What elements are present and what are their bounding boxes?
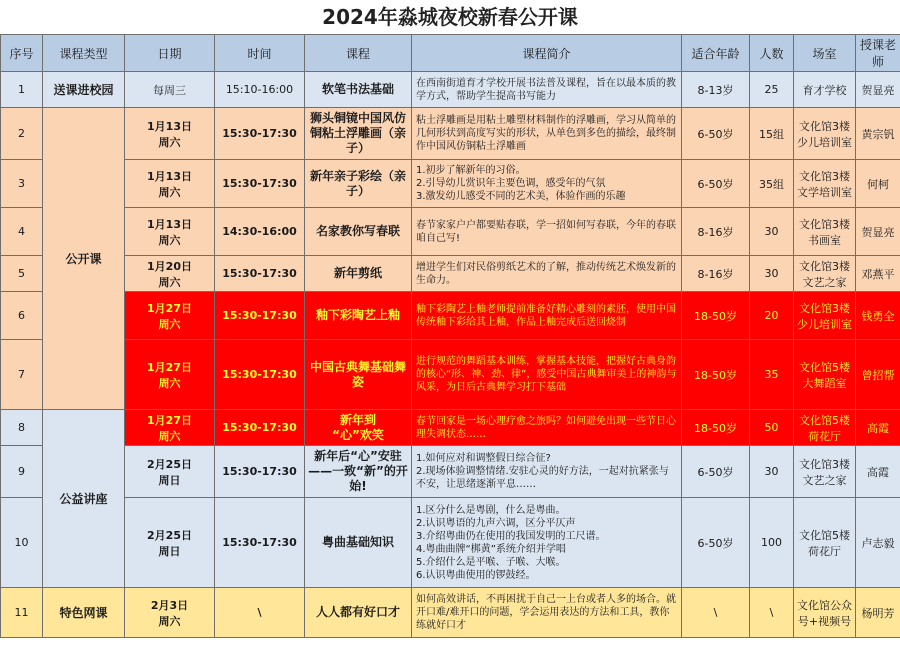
course-name: 粤曲基础知识	[305, 498, 412, 588]
course-intro: 釉下彩陶艺上釉老师提前准备好精心雕刻的素胚，使用中国传统釉下彩给其上釉，作品上釉完成后送回烧制	[412, 292, 682, 340]
teacher-cell: 卢志毅	[856, 498, 900, 588]
age-cell: 6-50岁	[682, 498, 750, 588]
teacher-cell: 贺显亮	[856, 208, 900, 256]
course-name: 名家教你写春联	[305, 208, 412, 256]
course-intro: 1.初步了解新年的习俗。 2.引导幼儿赏识年主要色调，感受年的气氛 3.激发幼儿感受不同的艺术美，体验作画的乐趣	[412, 160, 682, 208]
course-name: 中国古典舞基础舞姿	[305, 340, 412, 410]
count-cell: 25	[750, 72, 794, 108]
table-row	[1, 588, 900, 638]
age-cell: 8-13岁	[682, 72, 750, 108]
table-row	[1, 292, 900, 340]
room-cell: 文化馆5楼 荷花厅	[794, 498, 856, 588]
time-cell: 14:30-16:00	[215, 208, 305, 256]
time-cell: 15:30-17:30	[215, 498, 305, 588]
table-row	[1, 410, 900, 446]
date-cell: 1月27日 周六	[125, 410, 215, 446]
header-cell: 场室	[794, 35, 856, 72]
time-cell: 15:10-16:00	[215, 72, 305, 108]
table-row	[1, 72, 900, 108]
course-name: 狮头铜镜中国风仿铜粘土浮雕画（亲子）	[305, 108, 412, 160]
count-cell: 30	[750, 256, 794, 292]
course-name: 软笔书法基础	[305, 72, 412, 108]
age-cell: \	[682, 588, 750, 638]
time-cell: 15:30-17:30	[215, 292, 305, 340]
age-cell: 8-16岁	[682, 256, 750, 292]
count-cell: 30	[750, 208, 794, 256]
row-number: 4	[1, 208, 43, 256]
teacher-cell: 高霞	[856, 446, 900, 498]
row-number: 7	[1, 340, 43, 410]
course-type: 公益讲座	[43, 410, 125, 588]
room-cell: 文化馆3楼 书画室	[794, 208, 856, 256]
count-cell: 15组	[750, 108, 794, 160]
date-cell: 1月27日 周六	[125, 292, 215, 340]
age-cell: 6-50岁	[682, 108, 750, 160]
room-cell: 文化馆公众号+视频号	[794, 588, 856, 638]
course-intro: 粘土浮雕画是用粘土雕塑材料制作的浮雕画，学习从简单的几何形状到高度写实的形状，从单色到多色的描绘，最终制作中国风仿铜粘土浮雕画	[412, 108, 682, 160]
age-cell: 6-50岁	[682, 160, 750, 208]
table-row	[1, 256, 900, 292]
date-cell: 1月13日 周六	[125, 208, 215, 256]
course-intro: 在西南街道育才学校开展书法普及课程，旨在以最本质的教学方式，帮助学生提高书写能力	[412, 72, 682, 108]
date-cell: 1月13日 周六	[125, 160, 215, 208]
row-number: 3	[1, 160, 43, 208]
teacher-cell: 杨明芳	[856, 588, 900, 638]
table-row	[1, 208, 900, 256]
time-cell: 15:30-17:30	[215, 108, 305, 160]
count-cell: 35组	[750, 160, 794, 208]
room-cell: 文化馆3楼 少儿培训室	[794, 292, 856, 340]
course-type: 公开课	[43, 108, 125, 410]
course-intro: 进行规范的舞蹈基本训练，掌握基本技能，把握好古典身韵的核心“形、神、劲、律”，感受中国古典舞审美上的神韵与风采，为日后古典舞学习打下基础	[412, 340, 682, 410]
row-number: 2	[1, 108, 43, 160]
row-number: 1	[1, 72, 43, 108]
date-cell: 2月3日 周六	[125, 588, 215, 638]
count-cell: 50	[750, 410, 794, 446]
row-number: 8	[1, 410, 43, 446]
course-name: 新年亲子彩绘（亲子）	[305, 160, 412, 208]
time-cell: 15:30-17:30	[215, 160, 305, 208]
teacher-cell: 邓燕平	[856, 256, 900, 292]
teacher-cell: 钱勇全	[856, 292, 900, 340]
room-cell: 文化馆3楼 文学培训室	[794, 160, 856, 208]
date-cell: 2月25日 周日	[125, 498, 215, 588]
schedule-table	[0, 34, 900, 638]
course-name: 新年到 “心”欢笑	[305, 410, 412, 446]
table-row	[1, 108, 900, 160]
date-cell: 每周三	[125, 72, 215, 108]
time-cell: 15:30-17:30	[215, 446, 305, 498]
table-row	[1, 446, 900, 498]
room-cell: 文化馆3楼 文艺之家	[794, 256, 856, 292]
date-cell: 1月13日 周六	[125, 108, 215, 160]
age-cell: 18-50岁	[682, 410, 750, 446]
header-cell: 人数	[750, 35, 794, 72]
time-cell: 15:30-17:30	[215, 256, 305, 292]
course-intro: 春节家家户户都要贴春联，学一招如何写春联，今年的春联咱自己写!	[412, 208, 682, 256]
teacher-cell: 何柯	[856, 160, 900, 208]
date-cell: 1月27日 周六	[125, 340, 215, 410]
header-cell: 授课老师	[856, 35, 900, 72]
header-cell: 课程简介	[412, 35, 682, 72]
teacher-cell: 黄宗钒	[856, 108, 900, 160]
header-cell: 日期	[125, 35, 215, 72]
room-cell: 文化馆3楼 少儿培训室	[794, 108, 856, 160]
course-intro: 1.区分什么是粤剧，什么是粤曲。 2.认识粤语的九声六调，区分平仄声 3.介绍粤曲仍在使用的我国发明的工尺谱。 4.粤曲曲牌“梆黄”系统介绍并学唱 5.介绍什么是平喉、子喉、大喉。 6.认识粤曲使用的锣鼓经。	[412, 498, 682, 588]
row-number: 9	[1, 446, 43, 498]
course-name: 釉下彩陶艺上釉	[305, 292, 412, 340]
row-number: 6	[1, 292, 43, 340]
table-row	[1, 160, 900, 208]
header-cell: 课程类型	[43, 35, 125, 72]
row-number: 5	[1, 256, 43, 292]
teacher-cell: 贺显亮	[856, 72, 900, 108]
count-cell: \	[750, 588, 794, 638]
count-cell: 20	[750, 292, 794, 340]
count-cell: 30	[750, 446, 794, 498]
course-intro: 增进学生们对民俗剪纸艺术的了解，推动传统艺术焕发新的生命力。	[412, 256, 682, 292]
course-intro: 如何高效讲话，不再困扰于自己一上台或者人多的场合。就开口难/难开口的问题，学会运用表达的方法和工具，教你练就好口才	[412, 588, 682, 638]
room-cell: 育才学校	[794, 72, 856, 108]
time-cell: 15:30-17:30	[215, 410, 305, 446]
course-type: 送课进校园	[43, 72, 125, 108]
date-cell: 1月20日 周六	[125, 256, 215, 292]
age-cell: 18-50岁	[682, 292, 750, 340]
header-cell: 课程	[305, 35, 412, 72]
room-cell: 文化馆3楼 文艺之家	[794, 446, 856, 498]
header-cell: 适合年龄	[682, 35, 750, 72]
header-row	[1, 35, 900, 72]
date-cell: 2月25日 周日	[125, 446, 215, 498]
course-intro: 春节回家是一场心理疗愈之旅吗？如何避免出现一些节日心理失调状态……	[412, 410, 682, 446]
count-cell: 100	[750, 498, 794, 588]
row-number: 10	[1, 498, 43, 588]
age-cell: 6-50岁	[682, 446, 750, 498]
table-row	[1, 498, 900, 588]
time-cell: 15:30-17:30	[215, 340, 305, 410]
age-cell: 18-50岁	[682, 340, 750, 410]
room-cell: 文化馆5楼 荷花厅	[794, 410, 856, 446]
course-name: 新年后“心”安驻——一致“新”的开始!	[305, 446, 412, 498]
course-intro: 1.如何应对和调整假日综合征? 2.现场体验调整情绪.安驻心灵的好方法，一起对抗紧张与不安，让思绪逐渐平息……	[412, 446, 682, 498]
count-cell: 35	[750, 340, 794, 410]
teacher-cell: 曾招帮	[856, 340, 900, 410]
course-name: 新年剪纸	[305, 256, 412, 292]
row-number: 11	[1, 588, 43, 638]
header-cell: 时间	[215, 35, 305, 72]
header-cell: 序号	[1, 35, 43, 72]
course-type: 特色网课	[43, 588, 125, 638]
table-row	[1, 340, 900, 410]
age-cell: 8-16岁	[682, 208, 750, 256]
page-title: 2024年淼城夜校新春公开课	[322, 5, 578, 29]
room-cell: 文化馆5楼 大舞蹈室	[794, 340, 856, 410]
time-cell: \	[215, 588, 305, 638]
teacher-cell: 高霞	[856, 410, 900, 446]
course-name: 人人都有好口才	[305, 588, 412, 638]
